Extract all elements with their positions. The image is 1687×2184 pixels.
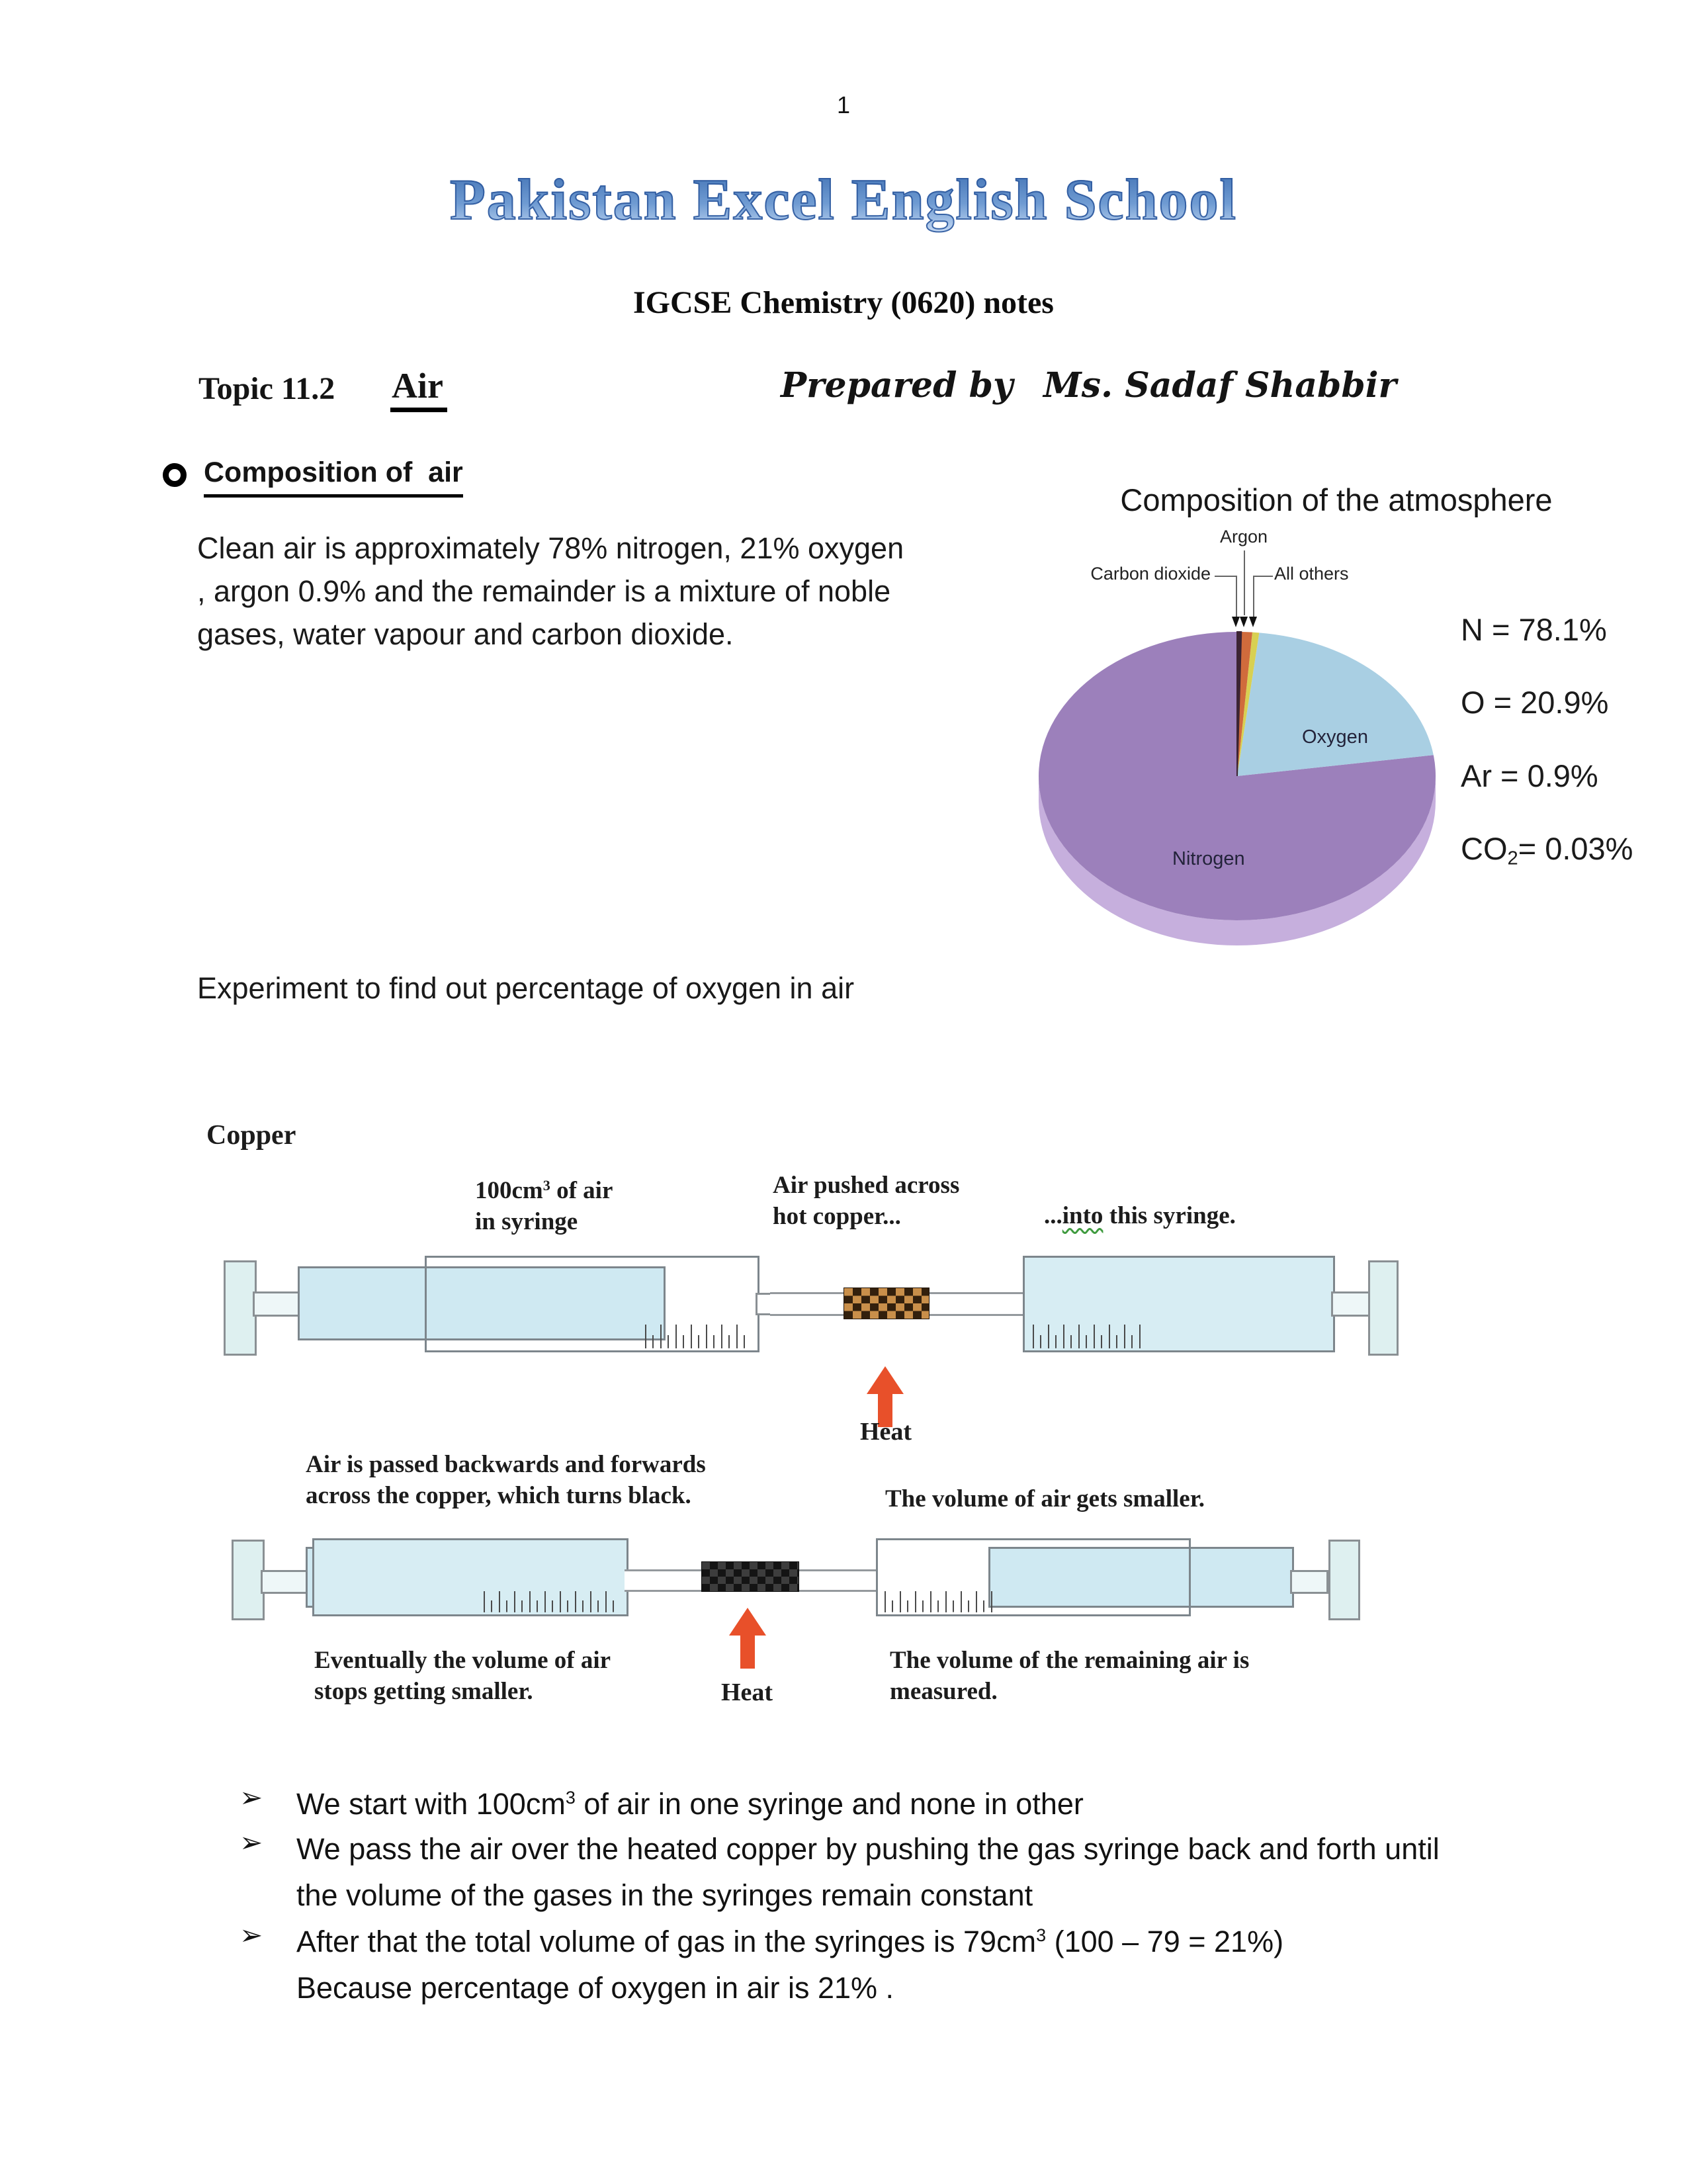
label-volume-smaller: The volume of air gets smaller. [885,1485,1205,1512]
syringe1-plunger-rod [253,1291,303,1317]
intro-line-3: gases, water vapour and carbon dioxide. [197,617,734,651]
chart-title: Composition of the atmosphere [1120,482,1553,517]
heat-label-1: Heat [860,1418,912,1446]
intro-paragraph [197,527,1037,656]
label-100cm-air: $100cm^3$ of air in syringe [475,1177,613,1236]
section-heading: Composition of air [204,457,463,498]
syringe3-barrel [312,1538,628,1616]
copper-in-tube-black [701,1561,799,1592]
bullet-item-3: ➢ After that the total volume of gas in the syringes is $79cm^3$ (100 – 79 = 21%) Because percentage of oxygen in air is 21% . [239,1912,1536,2011]
leader-line-co2-h [1215,576,1236,577]
section-bullet-icon [163,463,187,487]
arrow-bullet-icon: ➢ [239,1919,263,1950]
arrow-bullet-icon: ➢ [239,1827,263,1858]
heat-label-2: Heat [721,1679,773,1706]
pie-slice-oxygen [1237,633,1434,776]
slice-label-nitrogen: Nitrogen [1172,848,1245,869]
slice-label-oxygen: Oxygen [1302,726,1368,748]
prepared-by-label: Prepared by [781,365,1014,406]
leader-line-co2-v [1236,576,1237,617]
pie-graphic [1032,625,1442,956]
prepared-by-row [781,365,1397,406]
syringe3-plunger-rod [261,1570,310,1594]
label-back-and-forth: Air is passed backwards and forwards across the copper, which turns black. [306,1451,706,1509]
legend-entry-nitrogen: N = 78.1% [1461,612,1607,647]
syringe1-plunger-handle [224,1260,257,1356]
syringe1-barrel [425,1256,759,1352]
intro-line-2: , argon 0.9% and the remainder is a mixture of noble [197,574,891,608]
leader-line-others-h [1253,576,1273,577]
topic-label: Topic 11.2 [198,371,335,406]
syringe2-plunger-rod [1331,1291,1372,1317]
syringe2-scale-ticks [1033,1325,1145,1348]
label-remaining-measured: The volume of the remaining air is measured. [890,1647,1250,1705]
syringe2-plunger-handle [1368,1260,1399,1356]
slice-label-all-others: All others [1274,564,1349,584]
legend-entry-co2: $CO_2= 0.03\%$ [1461,830,1633,869]
topic-title: Air [390,365,447,412]
spellcheck-underline: into [1062,1202,1103,1229]
bullet-item-2: ➢ We pass the air over the heated copper by pushing the gas syringe back and forth until the volume of the gases in the syringes remain constant [239,1819,1536,1919]
label-eventually-stops: Eventually the volume of air stops getting smaller. [314,1647,611,1705]
course-title: IGCSE Chemistry (0620) notes [633,285,1054,320]
heat-arrow-2-shaft [740,1636,755,1669]
syringe4-scale-ticks [885,1591,994,1612]
chart-legend [1461,598,1633,890]
slice-label-carbon-dioxide: Carbon dioxide [1090,564,1211,584]
atmosphere-pie-chart [1006,463,1661,973]
legend-entry-argon: Ar = 0.9% [1461,758,1598,793]
label-into-syringe: ...into this syringe. [1044,1202,1236,1229]
legend-entry-oxygen: O = 20.9% [1461,685,1609,721]
experiment-caption: Experiment to find out percentage of oxygen in air [197,971,855,1005]
syringe3-scale-ticks [484,1591,616,1612]
syringe4-plunger-handle [1328,1540,1360,1620]
copper-caption: Copper [206,1120,296,1151]
intro-line-1: Clean air is approximately 78% nitrogen, 21% oxygen [197,531,904,565]
syringe4-plunger-rod [1290,1570,1328,1594]
label-air-pushed: Air pushed across hot copper... [773,1172,960,1230]
heat-arrow-1-head [867,1366,904,1394]
slice-label-argon: Argon [1219,527,1268,546]
bullet-item-1: ➢ We start with $100cm^3$ of air in one syringe and none in other [239,1774,1536,1827]
page-number: 1 [836,91,851,118]
copper-in-tube-hot [844,1288,930,1319]
leader-line-others-v [1253,576,1254,617]
oxygen-experiment-diagram [192,1092,1396,1740]
heat-arrow-2 [729,1608,766,1669]
arrow-bullet-icon: ➢ [239,1782,263,1813]
syringe1-scale-ticks [645,1325,751,1348]
syringe3-plunger-handle [232,1540,265,1620]
school-title: Pakistan Excel English School [0,167,1687,234]
syringe4-barrel [876,1538,1191,1616]
author-name: Ms. Sadaf Shabbir [1043,365,1397,406]
syringe2-barrel-air-filled [1023,1256,1335,1352]
heat-arrow-2-head [729,1608,766,1636]
leader-line-argon [1244,550,1245,615]
